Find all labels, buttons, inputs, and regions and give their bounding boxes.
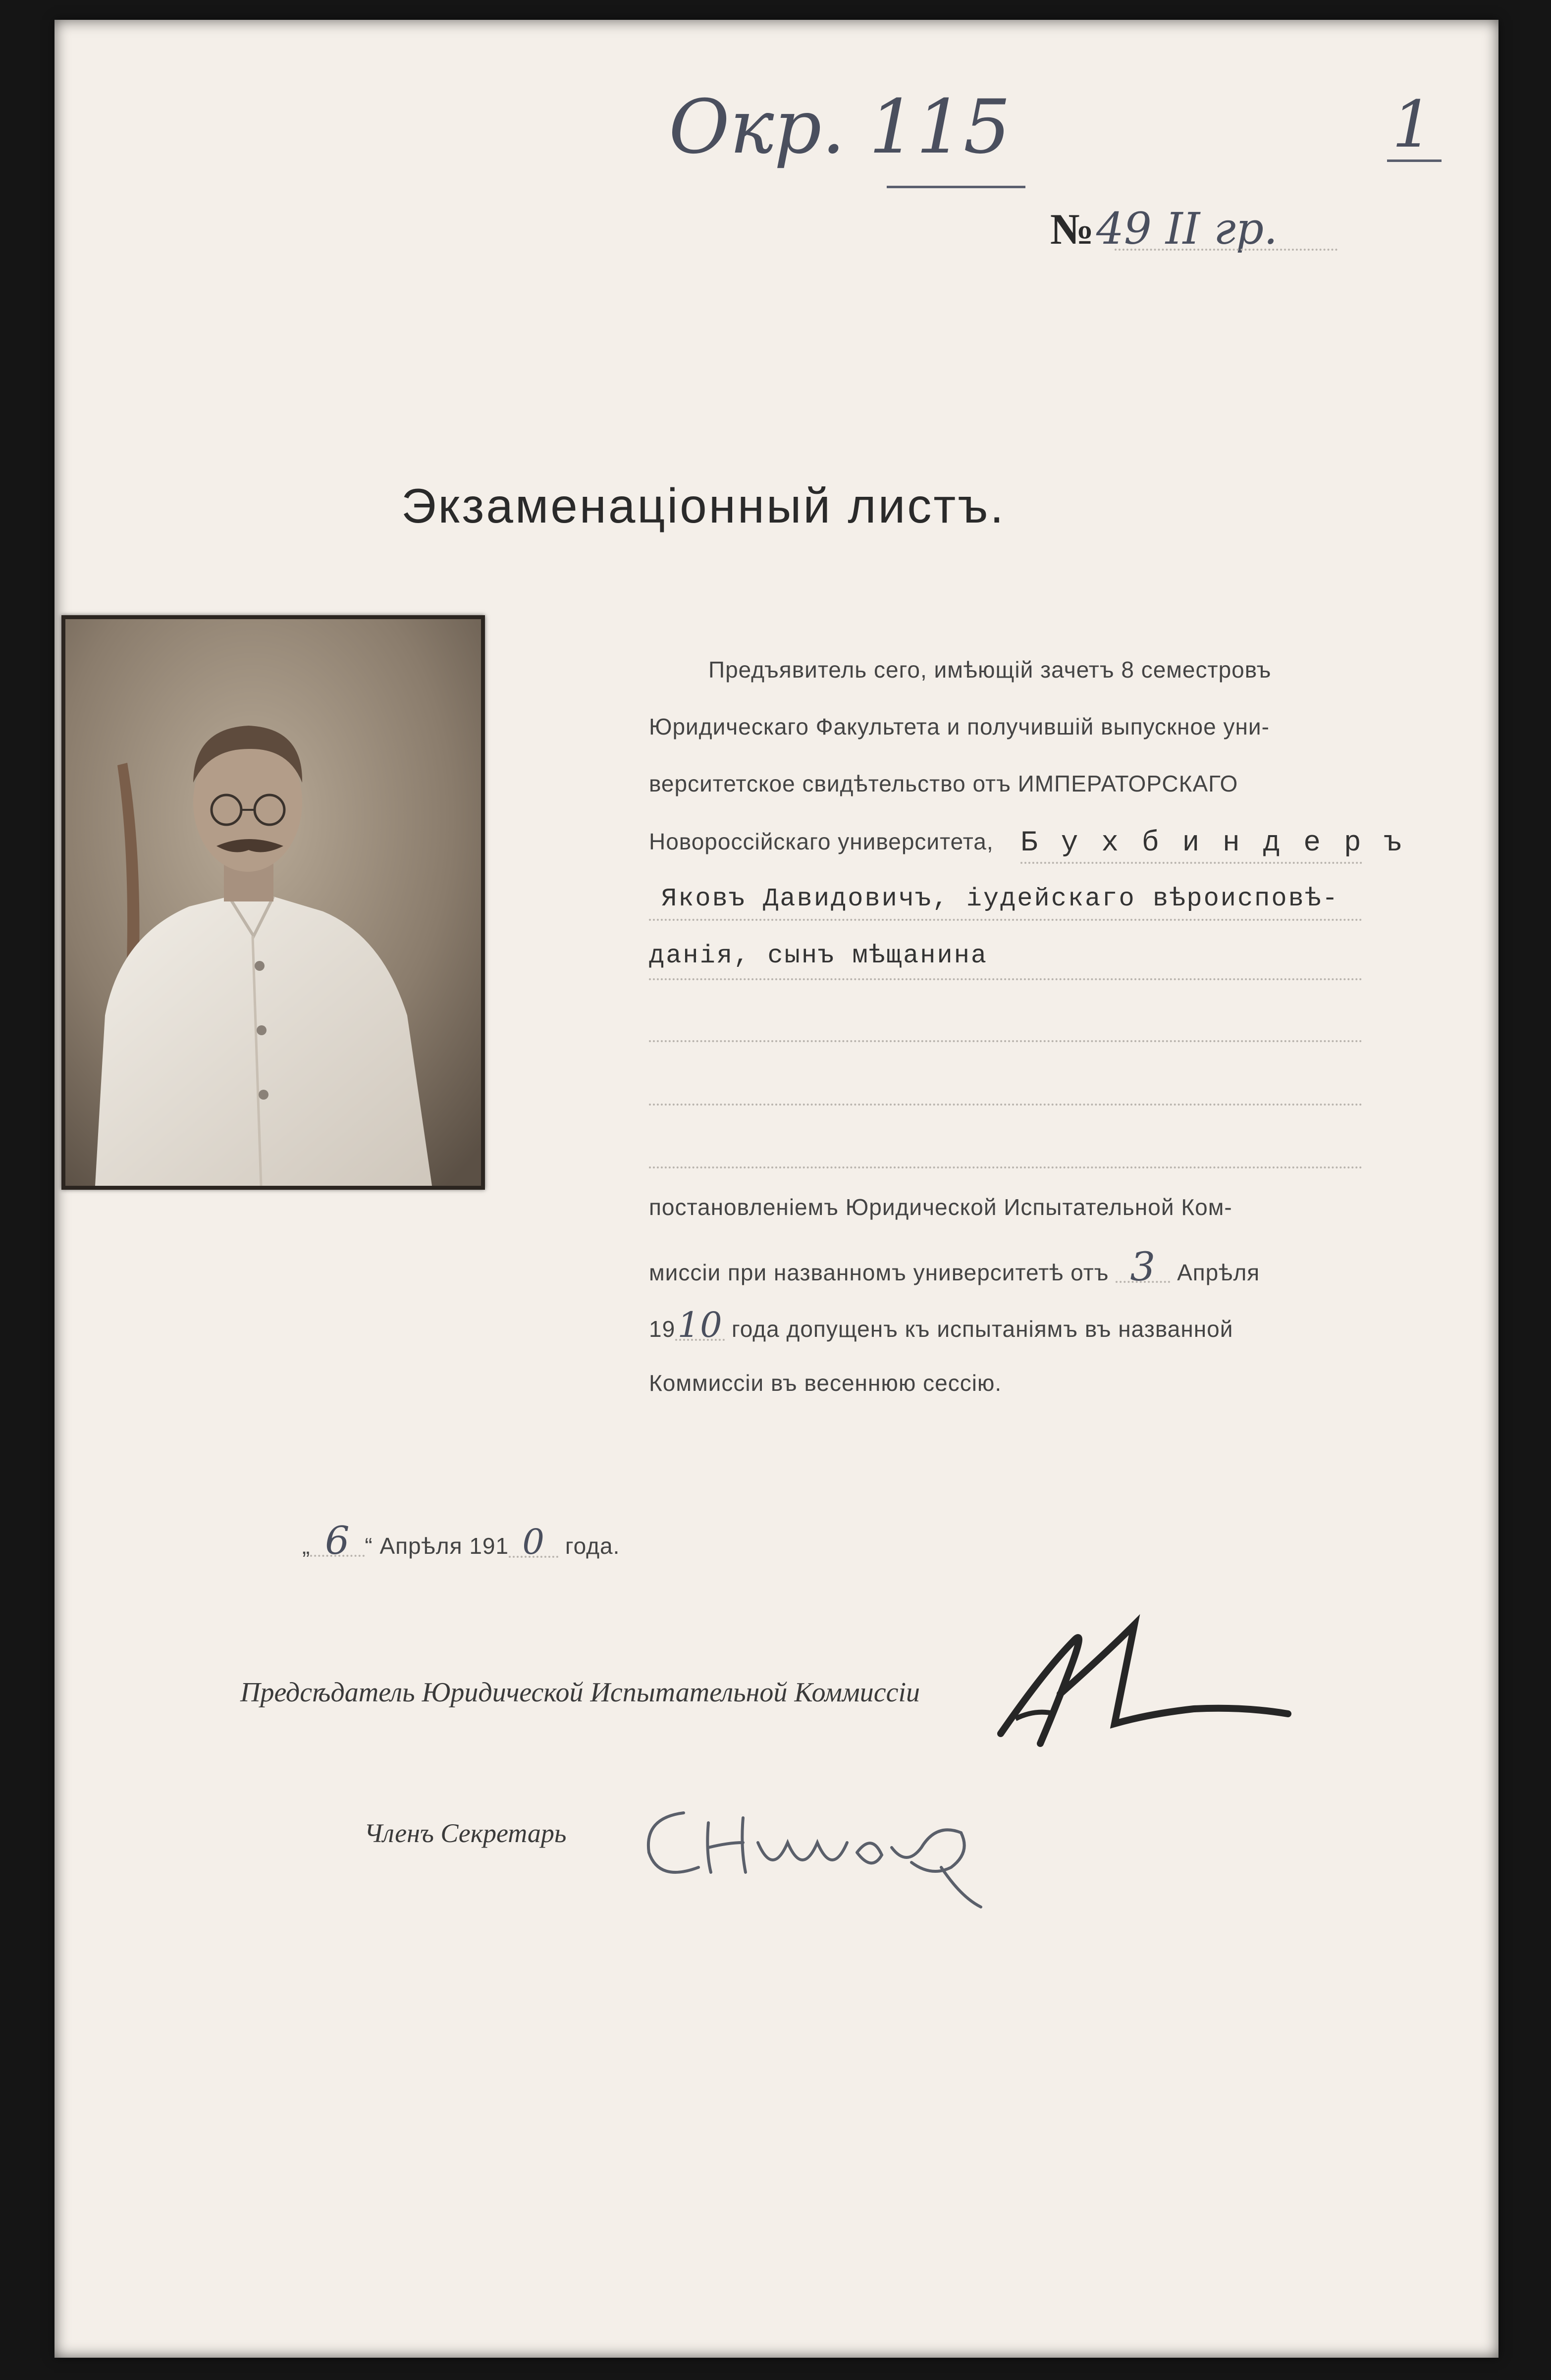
decision-line-1: постановленiемъ Юридической Испытательной Ком- xyxy=(649,1194,1232,1220)
body-line-4: Новороссiйскаго университета, xyxy=(649,829,994,854)
status-dotted-line xyxy=(649,978,1362,980)
blank-dotted-line-3 xyxy=(649,1166,1362,1168)
date-line xyxy=(302,1519,620,1563)
decision-line-2 xyxy=(649,1244,1260,1290)
number-dotted-line xyxy=(1115,249,1337,251)
bearer-name-line: Яковъ Давидовичъ, iудейскаго вѣроисповѣ- xyxy=(661,884,1339,913)
body-line-1: Предъявитель сего, имѣющiй зачетъ 8 семестровъ xyxy=(708,657,1272,683)
document-title: Экзаменацiонный листъ. xyxy=(401,478,1006,533)
district-annotation: Окр. 115 xyxy=(669,84,1011,170)
decision-year: 10 xyxy=(675,1311,725,1341)
decision-line-2-start: миссiи при названномъ университетѣ отъ xyxy=(649,1260,1109,1285)
body-line-2: Юридическаго Факультета и получившiй выпускное уни- xyxy=(649,714,1270,740)
date-suffix: года. xyxy=(565,1533,620,1559)
blank-dotted-line-2 xyxy=(649,1104,1362,1106)
page-number-underline xyxy=(1387,159,1442,162)
date-month: Апрѣля 191 xyxy=(379,1533,509,1559)
name-dotted-line xyxy=(649,919,1362,921)
district-underline xyxy=(887,186,1025,188)
decision-month: Апрѣля xyxy=(1177,1260,1260,1285)
portrait-photograph xyxy=(61,615,485,1190)
page-number-annotation: 1 xyxy=(1392,87,1433,162)
number-prefix: № xyxy=(1050,206,1094,254)
document-sheet xyxy=(54,20,1498,2358)
decision-century: 19 xyxy=(649,1316,676,1342)
bearer-status-line: данiя, сынъ мѣщанина xyxy=(649,941,988,970)
body-line-3: верситетское свидѣтельство отъ ИМПЕРАТОРСКАГО xyxy=(649,771,1238,796)
number-value: 49 II гр. xyxy=(1096,203,1278,254)
blank-dotted-line-1 xyxy=(649,1040,1362,1042)
secretary-signature xyxy=(624,1768,1045,1917)
date-year: 0 xyxy=(509,1528,558,1558)
decision-day: 3 xyxy=(1116,1253,1170,1283)
decision-line-3-end: года допущенъ къ испытанiямъ въ названной xyxy=(731,1316,1233,1342)
date-close-quote: “ xyxy=(365,1533,373,1559)
surname-dotted-line xyxy=(1020,862,1362,864)
number-field xyxy=(1050,203,1278,255)
date-open-quote: „ xyxy=(302,1533,311,1559)
portrait-image xyxy=(65,619,481,1186)
date-day: 6 xyxy=(310,1527,365,1557)
bearer-surname: Б у х б и н д е р ъ xyxy=(1020,827,1405,859)
decision-line-3 xyxy=(649,1305,1233,1345)
chairman-label: Предсѣдатель Юридической Испытательной Коммиссiи xyxy=(240,1677,920,1708)
secretary-label: Членъ Секретарь xyxy=(364,1818,567,1848)
chairman-signature xyxy=(986,1595,1308,1758)
decision-line-4: Коммиссiи въ весеннюю сессiю. xyxy=(649,1370,1002,1396)
